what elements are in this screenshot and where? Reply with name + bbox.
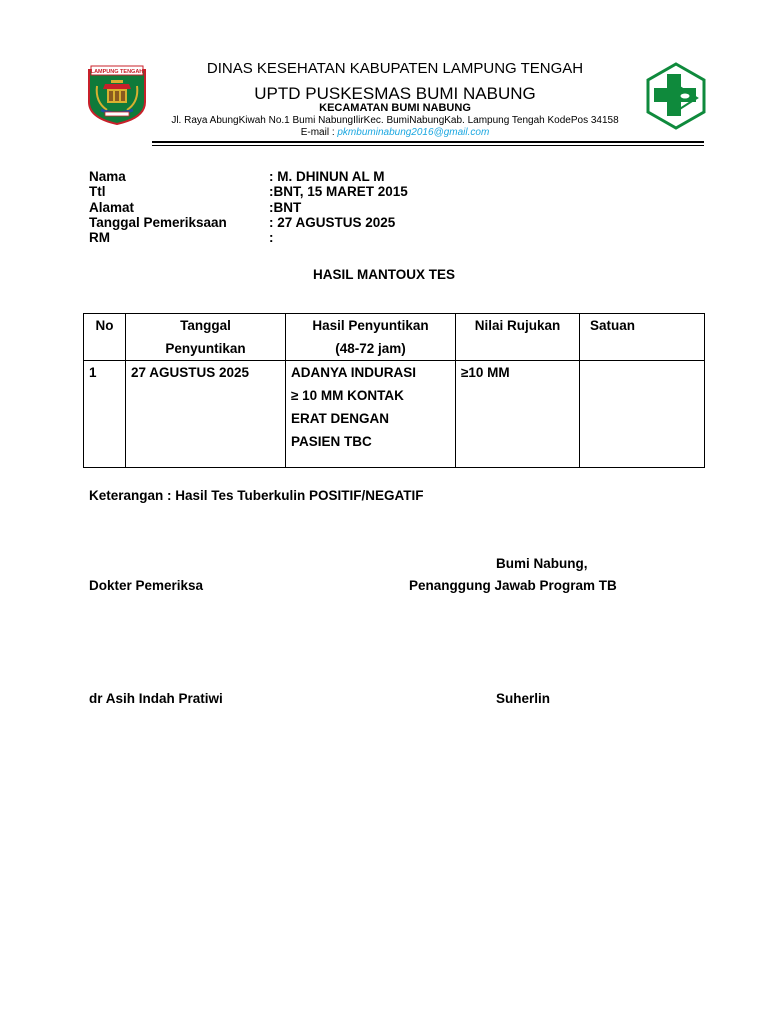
email-link[interactable]: pkmbuminabung2016@gmail.com xyxy=(337,127,490,138)
patient-info xyxy=(89,169,509,245)
header-hasil-line2: (48-72 jam) xyxy=(335,341,406,356)
header-satuan: Satuan xyxy=(580,314,705,361)
info-value: : xyxy=(269,230,274,246)
info-value: : 27 AGUSTUS 2025 xyxy=(269,214,396,230)
header-hasil xyxy=(286,314,456,361)
document-title: HASIL MANTOUX TES xyxy=(312,267,455,282)
lampung-tengah-emblem-icon xyxy=(87,62,147,126)
emblem-label: LAMPUNG TENGAH xyxy=(90,69,144,75)
cell-hasil-line: ERAT DENGAN xyxy=(291,411,390,426)
puskesmas-logo-icon xyxy=(645,62,707,130)
signature-right-title: Penanggung Jawab Program TB xyxy=(409,578,617,593)
cell-satuan xyxy=(580,361,705,468)
info-label: RM xyxy=(89,230,110,246)
info-row-tanggal xyxy=(89,215,509,230)
email-line xyxy=(150,127,640,138)
email-label: E-mail : xyxy=(300,127,338,138)
info-row-alamat xyxy=(89,200,509,215)
cell-tanggal: 27 AGUSTUS 2025 xyxy=(126,361,286,468)
keterangan: Keterangan : Hasil Tes Tuberkulin POSITIF/NEGATIF xyxy=(89,488,424,503)
info-label: Ttl xyxy=(89,184,106,200)
header-tanggal-line1: Tanggal xyxy=(180,318,231,333)
info-row-ttl xyxy=(89,184,509,199)
district-name: KECAMATAN BUMI NABUNG xyxy=(319,102,471,114)
header-nilai: Nilai Rujukan xyxy=(456,314,580,361)
agency-name: DINAS KESEHATAN KABUPATEN LAMPUNG TENGAH xyxy=(206,60,584,77)
info-row-nama xyxy=(89,169,509,184)
header-tanggal xyxy=(126,314,286,361)
info-value: : M. DHINUN AL M xyxy=(269,169,385,184)
header-no: No xyxy=(84,314,126,361)
signature-place: Bumi Nabung, xyxy=(496,556,588,571)
info-label: Tanggal Pemeriksaan xyxy=(89,214,227,230)
signature-right-name: Suherlin xyxy=(496,691,551,706)
table-header-row xyxy=(84,314,705,361)
header-rule-thick xyxy=(152,141,704,143)
institution-name: UPTD PUSKESMAS BUMI NABUNG xyxy=(254,84,536,103)
address-line: Jl. Raya AbungKiwah No.1 Bumi NabungIlirKec. BumiNabungKab. Lampung Tengah KodePos 34158 xyxy=(171,115,619,126)
header-rule-thin xyxy=(152,145,704,146)
cell-no: 1 xyxy=(84,361,126,468)
result-table xyxy=(83,313,705,468)
info-value: :BNT, 15 MARET 2015 xyxy=(269,184,408,200)
info-value: :BNT xyxy=(269,199,302,215)
table-row xyxy=(84,361,705,468)
cell-hasil-line: PASIEN TBC xyxy=(291,434,372,449)
cell-hasil xyxy=(286,361,456,468)
cell-hasil-line: ADANYA INDURASI xyxy=(291,365,417,380)
cell-hasil-line: ≥ 10 MM KONTAK xyxy=(291,388,404,403)
info-label: Nama xyxy=(89,169,126,184)
signature-left-name: dr Asih Indah Pratiwi xyxy=(89,691,223,706)
info-row-rm xyxy=(89,230,509,245)
info-label: Alamat xyxy=(89,199,135,215)
header-hasil-line1: Hasil Penyuntikan xyxy=(312,318,429,333)
signature-left-title: Dokter Pemeriksa xyxy=(89,578,204,593)
cell-nilai: ≥10 MM xyxy=(456,361,580,468)
header-tanggal-line2: Penyuntikan xyxy=(165,341,246,356)
